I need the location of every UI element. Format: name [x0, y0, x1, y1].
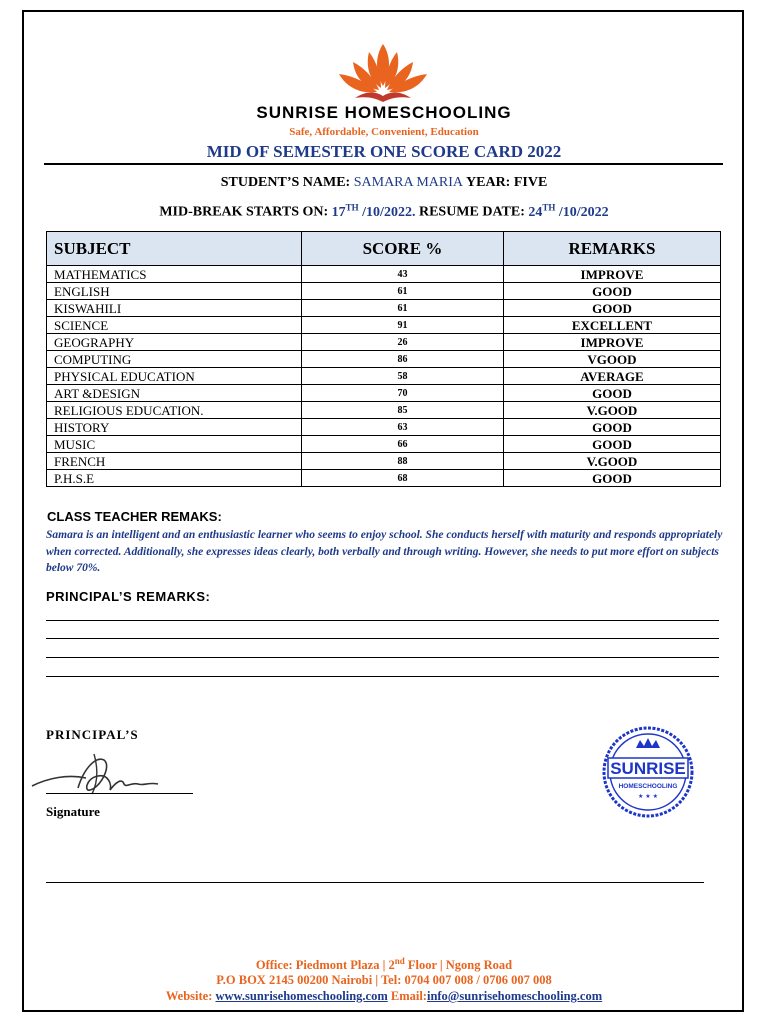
remark-cell: IMPROVE: [503, 334, 720, 351]
table-row: [47, 402, 721, 419]
score-cell: 88: [302, 453, 504, 470]
remark-cell: GOOD: [503, 436, 720, 453]
break-label: MID-BREAK STARTS ON:: [159, 204, 329, 220]
remark-cell: GOOD: [503, 283, 720, 300]
remark-cell: AVERAGE: [503, 368, 720, 385]
remarks-line: [46, 657, 719, 658]
score-cell: 26: [302, 334, 504, 351]
student-info: [0, 175, 768, 191]
remarks-header: REMARKS: [503, 232, 720, 266]
lotus-icon: [333, 42, 433, 104]
subject-header: SUBJECT: [47, 232, 302, 266]
subject-cell: SCIENCE: [47, 317, 302, 334]
signature-line: [46, 793, 193, 794]
resume-date: 24TH /10/2022: [528, 202, 609, 220]
score-cell: 63: [302, 419, 504, 436]
email-link[interactable]: info@sunrisehomeschooling.com: [426, 989, 603, 1003]
table-row: [47, 334, 721, 351]
table-row: [47, 368, 721, 385]
subject-cell: MATHEMATICS: [47, 266, 302, 283]
remark-cell: GOOD: [503, 470, 720, 487]
score-card-title: MID OF SEMESTER ONE SCORE CARD 2022: [206, 142, 562, 161]
table-row: [47, 266, 721, 283]
score-cell: 86: [302, 351, 504, 368]
school-tagline: Safe, Affordable, Convenient, Education: [289, 126, 479, 138]
subject-cell: ART &DESIGN: [47, 385, 302, 402]
score-cell: 61: [302, 300, 504, 317]
crown-icon: [636, 738, 660, 748]
score-cell: 68: [302, 470, 504, 487]
remark-cell: EXCELLENT: [503, 317, 720, 334]
footer-contacts: Website: www.sunrisehomeschooling.com Email:info@sunrisehomeschooling.com: [165, 989, 603, 1003]
table-row: [47, 385, 721, 402]
subject-cell: ENGLISH: [47, 283, 302, 300]
score-table: [46, 231, 721, 487]
break-dates: [0, 202, 768, 221]
table-row: [47, 283, 721, 300]
remark-cell: VGOOD: [503, 351, 720, 368]
table-row: [47, 470, 721, 487]
table-header-row: [47, 232, 721, 266]
student-name-label: STUDENT’S NAME:: [220, 175, 351, 190]
remark-cell: GOOD: [503, 385, 720, 402]
subject-cell: MUSIC: [47, 436, 302, 453]
score-cell: 43: [302, 266, 504, 283]
signature-line-bottom: [46, 882, 704, 883]
subject-cell: GEOGRAPHY: [47, 334, 302, 351]
remarks-line: [46, 620, 719, 621]
remark-cell: IMPROVE: [503, 266, 720, 283]
class-teacher-label: CLASS TEACHER REMAKS:: [47, 509, 222, 524]
break-date: 17TH /10/2022.: [331, 202, 416, 220]
header-divider: [44, 163, 723, 165]
score-cell: 61: [302, 283, 504, 300]
footer-office: Office: Piedmont Plaza | 2nd Floor | Ngong Road: [255, 956, 513, 973]
class-teacher-remarks: Samara is an intelligent and an enthusiastic learner who seems to enjoy school. She conducts herself with maturity and responds appropriately when corrected. Additionally, she expresses ideas clearly, both verbally and through writing. However, she needs to put more effort on subjects below 70%.: [46, 529, 723, 574]
school-name: SUNRISE HOMESCHOOLING: [256, 103, 512, 122]
resume-label: RESUME DATE:: [418, 204, 525, 220]
website-link[interactable]: www.sunrisehomeschooling.com: [215, 989, 388, 1003]
score-cell: 70: [302, 385, 504, 402]
footer-pobox: P.O BOX 2145 00200 Nairobi | Tel: 0704 007 008 / 0706 007 008: [216, 973, 552, 987]
student-year: YEAR: FIVE: [466, 175, 548, 190]
score-cell: 58: [302, 368, 504, 385]
school-stamp: [598, 726, 698, 818]
remarks-line: [46, 638, 719, 639]
subject-cell: P.H.S.E: [47, 470, 302, 487]
subject-cell: KISWAHILI: [47, 300, 302, 317]
remarks-line: [46, 676, 719, 677]
signature-label: Signature: [46, 804, 100, 819]
principal-signature-label: PRINCIPAL’S: [46, 727, 139, 742]
table-row: [47, 317, 721, 334]
score-cell: 66: [302, 436, 504, 453]
student-name: SAMARA MARIA: [353, 175, 464, 190]
subject-cell: PHYSICAL EDUCATION: [47, 368, 302, 385]
score-cell: 85: [302, 402, 504, 419]
svg-text:★ ★ ★: ★ ★ ★: [638, 793, 658, 800]
principal-remarks-label: PRINCIPAL’S REMARKS:: [46, 589, 211, 604]
subject-cell: HISTORY: [47, 419, 302, 436]
table-row: [47, 351, 721, 368]
remark-cell: V.GOOD: [503, 402, 720, 419]
remark-cell: GOOD: [503, 300, 720, 317]
subject-cell: COMPUTING: [47, 351, 302, 368]
remark-cell: GOOD: [503, 419, 720, 436]
table-row: [47, 419, 721, 436]
table-row: [47, 436, 721, 453]
table-row: [47, 453, 721, 470]
svg-text:HOMESCHOOLING: HOMESCHOOLING: [618, 783, 678, 790]
subject-cell: FRENCH: [47, 453, 302, 470]
remark-cell: V.GOOD: [503, 453, 720, 470]
table-row: [47, 300, 721, 317]
score-cell: 91: [302, 317, 504, 334]
score-header: SCORE %: [302, 232, 504, 266]
subject-cell: RELIGIOUS EDUCATION.: [47, 402, 302, 419]
svg-text:SUNRISE: SUNRISE: [610, 759, 686, 778]
